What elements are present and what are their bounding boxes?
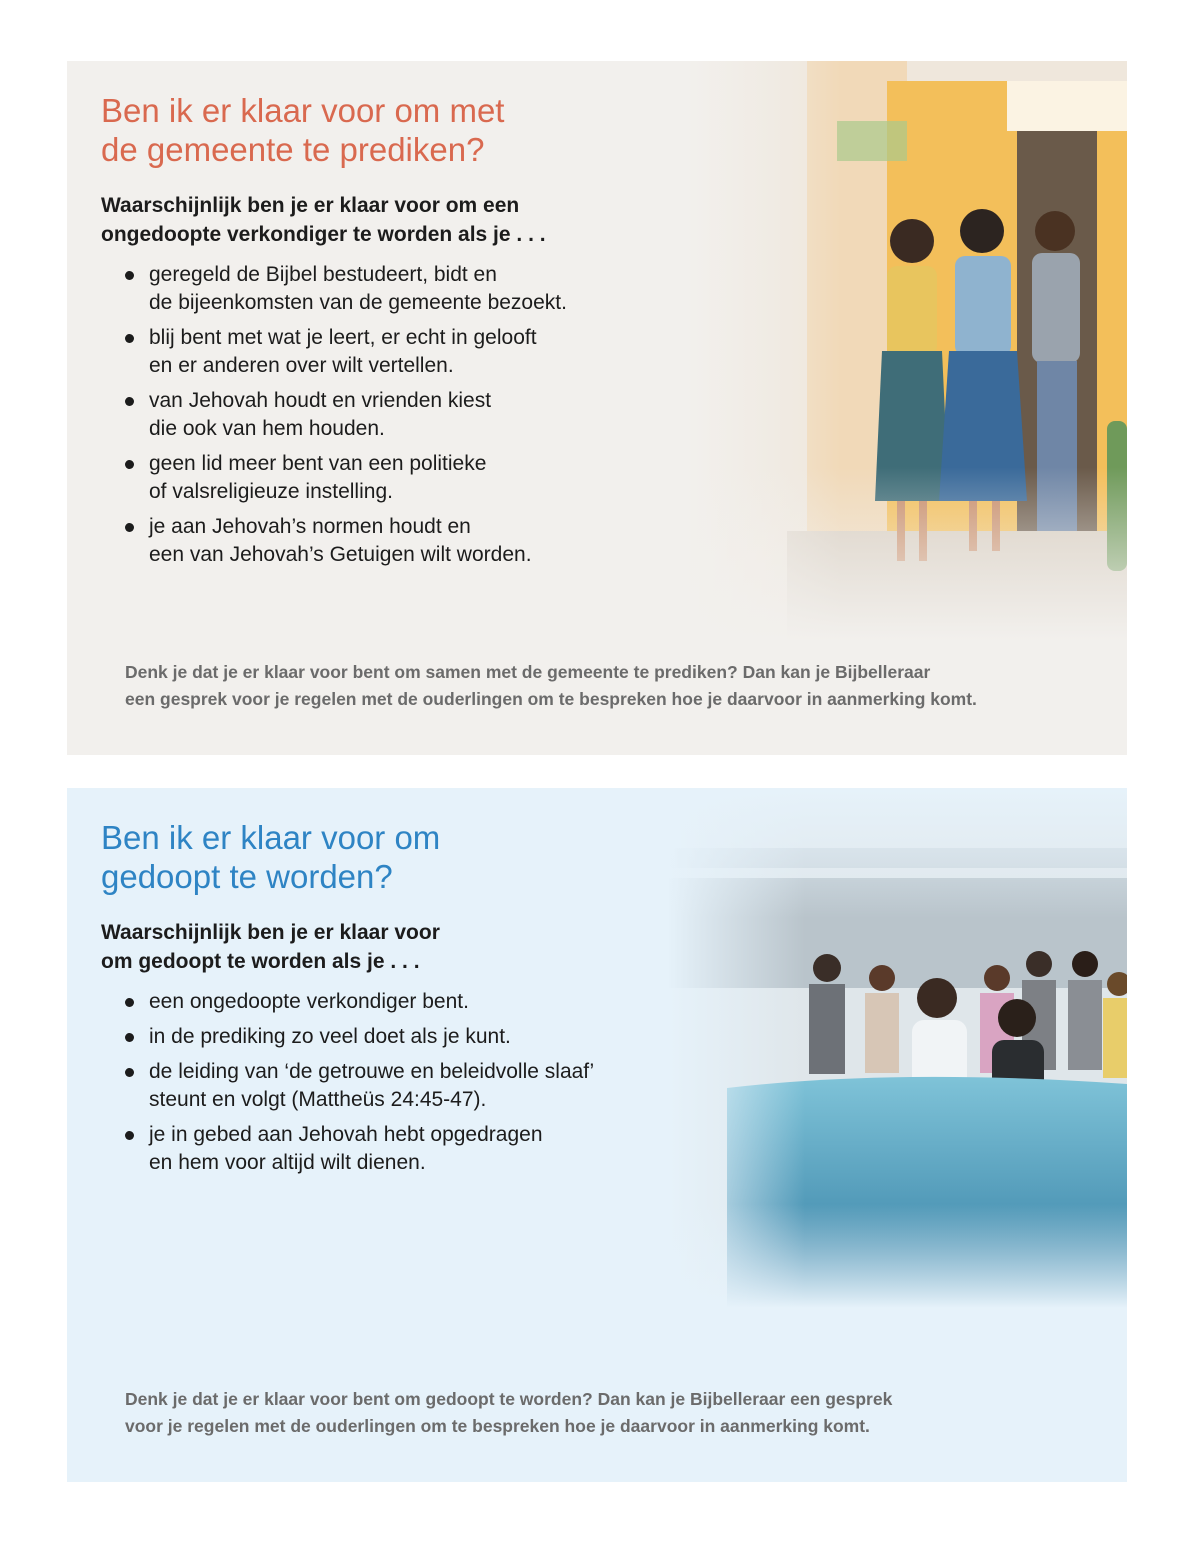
list-item-text: de leiding van ‘de getrouwe en beleidvolle slaaf’ steunt en volgt (Mattheüs 24:45-47). bbox=[149, 1060, 595, 1111]
baptism-title-line-1: Ben ik er klaar voor om bbox=[101, 819, 441, 856]
list-item-text: in de prediking zo veel doet als je kunt. bbox=[149, 1025, 511, 1048]
baptism-title-line-2: gedoopt te worden? bbox=[101, 858, 393, 895]
preaching-footer-note: Denk je dat je er klaar voor bent om samen met de gemeente te prediken? Dan kan je Bijbelleraar een gesprek voor je regelen met de ouderlingen om te bespreken hoe je daarvoor in aanmerking komt. bbox=[125, 662, 977, 709]
list-item-text: je in gebed aan Jehovah hebt opgedragen en hem voor altijd wilt dienen. bbox=[149, 1123, 543, 1174]
list-item-text: je aan Jehovah’s normen houdt en een van Jehovah’s Getuigen wilt worden. bbox=[149, 515, 532, 566]
bullet-dot-icon bbox=[125, 523, 134, 532]
baptism-criteria-list bbox=[125, 988, 625, 1184]
list-item-text: een ongedoopte verkondiger bent. bbox=[149, 990, 469, 1013]
baptism-intro-line-2: om gedoopt te worden als je . . . bbox=[101, 950, 420, 973]
baptism-illustration bbox=[667, 788, 1127, 1308]
baptism-footer-note: Denk je dat je er klaar voor bent om gedoopt te worden? Dan kan je Bijbelleraar een gesprek voor je regelen met de ouderlingen om te bespreken hoe je daarvoor in aanmerking komt. bbox=[125, 1389, 893, 1436]
bullet-dot-icon bbox=[125, 271, 134, 280]
preaching-title-line-1: Ben ik er klaar voor om met bbox=[101, 92, 505, 129]
list-item bbox=[125, 324, 625, 380]
baptism-title bbox=[101, 818, 621, 896]
list-item bbox=[125, 513, 625, 569]
bullet-dot-icon bbox=[125, 397, 134, 406]
bullet-dot-icon bbox=[125, 1068, 134, 1077]
list-item-text: blij bent met wat je leert, er echt in gelooft en er anderen over wilt vertellen. bbox=[149, 326, 537, 377]
baptism-panel bbox=[67, 788, 1127, 1482]
bullet-dot-icon bbox=[125, 460, 134, 469]
list-item-text: geregeld de Bijbel bestudeert, bidt en de bijeenkomsten van de gemeente bezoekt. bbox=[149, 263, 567, 314]
list-item bbox=[125, 450, 625, 506]
preaching-intro bbox=[101, 191, 621, 249]
list-item bbox=[125, 1058, 625, 1114]
preaching-title bbox=[101, 91, 621, 169]
bullet-dot-icon bbox=[125, 998, 134, 1007]
preaching-panel bbox=[67, 61, 1127, 755]
preaching-title-line-2: de gemeente te prediken? bbox=[101, 131, 485, 168]
preaching-illustration bbox=[687, 61, 1127, 641]
baptism-intro bbox=[101, 918, 621, 976]
bullet-dot-icon bbox=[125, 1033, 134, 1042]
preaching-intro-line-2: ongedoopte verkondiger te worden als je . . . bbox=[101, 223, 546, 246]
bullet-dot-icon bbox=[125, 334, 134, 343]
list-item bbox=[125, 387, 625, 443]
bullet-dot-icon bbox=[125, 1131, 134, 1140]
list-item bbox=[125, 988, 625, 1016]
baptism-intro-line-1: Waarschijnlijk ben je er klaar voor bbox=[101, 921, 440, 944]
list-item bbox=[125, 1023, 625, 1051]
preaching-intro-line-1: Waarschijnlijk ben je er klaar voor om een bbox=[101, 194, 520, 217]
list-item-text: van Jehovah houdt en vrienden kiest die ook van hem houden. bbox=[149, 389, 492, 440]
list-item bbox=[125, 1121, 625, 1177]
preaching-criteria-list bbox=[125, 261, 625, 576]
list-item-text: geen lid meer bent van een politieke of valsreligieuze instelling. bbox=[149, 452, 487, 503]
list-item bbox=[125, 261, 625, 317]
